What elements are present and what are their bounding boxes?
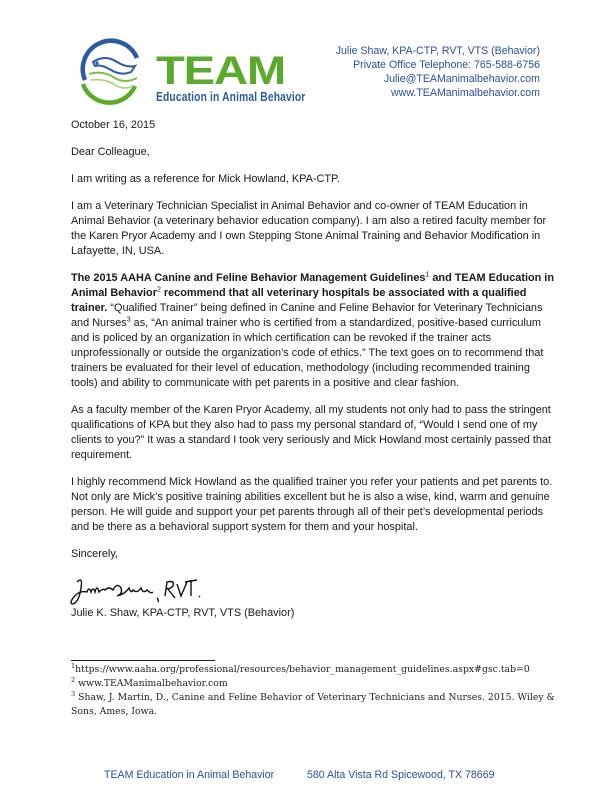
guidelines-bold-c: recommend that all veterinary hospitals be associated with a qualified trainer.	[71, 287, 527, 314]
paragraph-guidelines	[71, 271, 555, 391]
paragraph-reference: I am writing as a reference for Mick Howland, KPA-CTP.	[71, 173, 340, 185]
team-logo	[70, 30, 306, 110]
guidelines-text-a: “Qualified Trainer” being defined in Canine and Feline Behavior for Veterinary Technicians and Nurses	[71, 302, 543, 329]
letter-closing: Sincerely,	[71, 548, 119, 560]
footnote-2: $^2$ www.TEAManimalbehavior.com	[71, 675, 228, 689]
footnote-1-link[interactable]: https://www.aaha.org/professional/resources/behavior_management_guidelines.aspx#gsc.tab=0	[75, 664, 530, 675]
signature-icon	[69, 574, 219, 606]
paragraph-credentials: I am a Veterinary Technician Specialist in Animal Behavior and co-owner of TEAM Education in Animal Behavior (a veterinary behavior education company). I am also a retired faculty member for the Karen Pryor Academy and I own Stepping Stone Animal Training and Behavior Modification in Lafayette, IN, USA.	[71, 200, 547, 257]
contact-block	[336, 44, 540, 100]
letter-date: October 16, 2015	[71, 119, 156, 131]
footnote-1: $^1$https://www.aaha.org/professional/resources/behavior_management_guidelines.aspx#gsc.tab=0	[71, 661, 530, 675]
contact-name: Julie Shaw, KPA-CTP, RVT, VTS (Behavior)	[335, 45, 540, 57]
signer-name: Julie K. Shaw, KPA-CTP, RVT, VTS (Behavior)	[71, 607, 295, 619]
guidelines-text-b: as, “An animal trainer who is certified from a standardized, positive-based curriculum and is policed by an organization in which certification can be revoked if the trainer acts unprofessionally or outside the organization’s code of ethics.” The text goes on to recommend that trainers be evaluated for their level of education, methodology (including recommended training tools) and ability to communicate with pet parents in a positive and clear fashion.	[71, 317, 544, 389]
hand-bird-circle-logo-icon	[75, 36, 145, 106]
paragraph-recommendation: I highly recommend Mick Howland as the qualified trainer you refer your patients and pet parents to. Not only are Mick’s positive training abilities excellent but he is also a wise, kind, warm and genuine person. He will guide and support your pet parents through all of their pet’s developmental periods and be there as a behavioral support system for them and your hospital.	[71, 476, 553, 533]
letter-salutation: Dear Colleague,	[71, 146, 150, 158]
footnote-3-text: Shaw, J. Martin, D., Canine and Feline Behavior of Veterinary Technicians and Nurses. 2015. Wiley & Sons, Ames, Iowa.	[71, 692, 555, 717]
handwritten-signature	[69, 574, 555, 606]
footnotes	[71, 663, 561, 719]
footnote-ref-2: 2	[156, 286, 161, 294]
footnote-ref-1: 1	[425, 271, 430, 279]
guidelines-bold-a: The 2015 AAHA Canine and Feline Behavior Management Guidelines	[71, 272, 426, 284]
footnote-ref-3: 3	[126, 316, 131, 324]
logo-wordmark: TEAM	[156, 49, 286, 93]
contact-email-link[interactable]: Julie@TEAManimalbehavior.com	[383, 73, 540, 85]
paragraph-kpa-faculty: As a faculty member of the Karen Pryor Academy, all my students not only had to pass the stringent qualifications of KPA but they also had to pass my personal standard of, “Would I send one of my clients to you?” It was a standard I took very seriously and Mick Howland most certainly passed that requirement.	[71, 404, 552, 461]
contact-website-link[interactable]: www.TEAManimalbehavior.com	[391, 87, 540, 99]
footer-address: 580 Alta Vista Rd Spicewood, TX 78669	[307, 769, 495, 781]
letter-body	[71, 118, 555, 633]
footnote-3: $^3$ Shaw, J. Martin, D., Canine and Feline Behavior of Veterinary Technicians and Nurses. 2015. Wiley & Sons, Ames, Iowa.	[71, 689, 555, 717]
footnote-2-link[interactable]: www.TEAManimalbehavior.com	[75, 678, 228, 689]
footnote-divider	[71, 660, 215, 661]
footer-org: TEAM Education in Animal Behavior	[104, 769, 275, 781]
logo-tagline: Education in Animal Behavior	[156, 90, 306, 104]
guidelines-bold-b: and TEAM Education in Animal Behavior	[71, 272, 554, 299]
contact-phone: Private Office Telephone: 765-588-6756	[353, 59, 540, 71]
